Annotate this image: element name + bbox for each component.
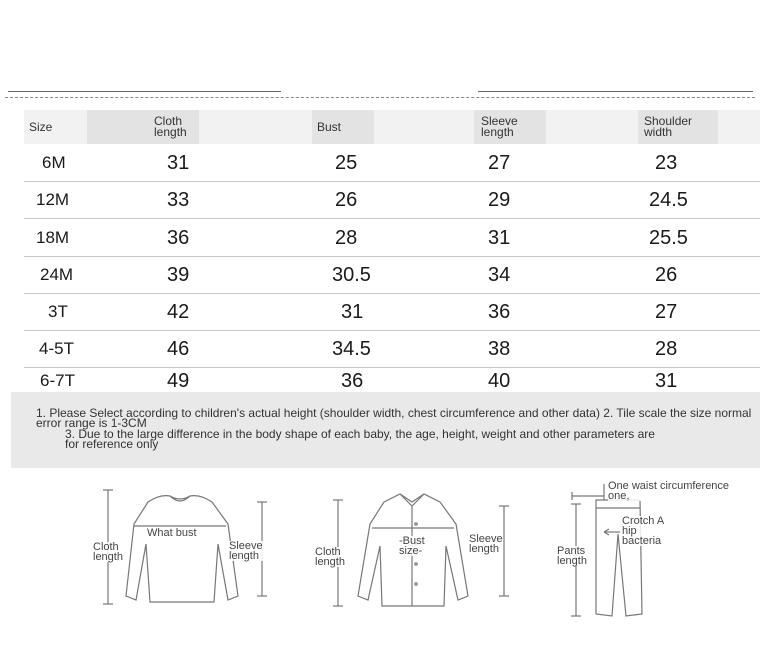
table-row	[24, 368, 760, 392]
header-size: Size	[29, 119, 53, 134]
pants-waist-label: One waist circumference one,	[608, 480, 730, 502]
cell-size: 4-5T	[39, 339, 74, 358]
cell-size: 6M	[42, 153, 66, 172]
cell-sleeve-length: 31	[488, 226, 511, 249]
cell-cloth-length: 36	[167, 226, 190, 249]
sweater-cloth-length-label: Cloth length	[93, 541, 123, 563]
table-row	[24, 182, 760, 219]
shirt-bust-label: -Bust size-	[399, 535, 425, 557]
sweater-sleeve-length-label: Sleeve length	[229, 540, 263, 562]
shirt-cloth-length-label: Cloth length	[315, 546, 345, 568]
cell-bust: 26	[335, 188, 358, 211]
cell-cloth-length: 31	[167, 151, 190, 174]
cell-bust: 30.5	[332, 263, 371, 286]
header-shoulder-width: Shoulder width	[644, 114, 693, 139]
cell-cloth-length: 39	[167, 263, 190, 286]
cell-sleeve-length: 27	[488, 151, 511, 174]
sweater-outline	[126, 496, 238, 602]
table-row	[24, 257, 760, 294]
cell-cloth-length: 46	[167, 337, 190, 360]
sweater-bust-label: What bust	[147, 527, 197, 539]
cell-shoulder-width: 24.5	[649, 188, 688, 211]
size-notes	[11, 392, 760, 468]
note-line-2: error range is 1-3CM	[36, 416, 147, 430]
note-line-3: 3. Due to the large difference in the body shape of each baby, the age, height, weight and other parameters are	[65, 427, 655, 441]
cell-size: 6-7T	[40, 371, 75, 390]
header-cloth-length: Cloth length	[154, 114, 187, 139]
cell-shoulder-width: 31	[655, 369, 678, 392]
top-rule-left	[8, 91, 281, 92]
header-bust: Bust	[317, 119, 342, 134]
cell-size: 12M	[36, 190, 70, 209]
pants-length-label: Pants length	[557, 545, 587, 567]
cell-size: 3T	[48, 302, 68, 321]
top-rule-right	[478, 91, 753, 92]
cell-shoulder-width: 25.5	[649, 226, 688, 249]
cell-bust: 28	[335, 226, 358, 249]
shirt-sleeve-length-label: Sleeve length	[469, 533, 503, 555]
cell-bust: 31	[341, 300, 364, 323]
table-row	[24, 294, 760, 331]
cell-sleeve-length: 34	[488, 263, 511, 286]
top-rule-dashed	[5, 97, 755, 98]
cell-cloth-length: 49	[167, 369, 190, 392]
cell-shoulder-width: 27	[655, 300, 678, 323]
note-line-4: for reference only	[65, 437, 159, 451]
cell-sleeve-length: 38	[488, 337, 511, 360]
cell-bust: 34.5	[332, 337, 371, 360]
size-table-header	[24, 110, 760, 144]
cell-sleeve-length: 40	[488, 369, 511, 392]
cell-size: 18M	[36, 228, 70, 247]
cell-bust: 36	[341, 369, 364, 392]
note-line-1: 1. Please Select according to children's actual height (shoulder width, chest circumference and other data) 2. Tile scale the size normal	[36, 406, 752, 420]
cell-sleeve-length: 29	[488, 188, 511, 211]
cell-shoulder-width: 26	[655, 263, 678, 286]
cell-shoulder-width: 23	[655, 151, 678, 174]
table-row	[24, 145, 760, 182]
cell-size: 24M	[40, 265, 74, 284]
cell-shoulder-width: 28	[655, 337, 678, 360]
header-sleeve-length: Sleeve length	[481, 114, 518, 139]
cell-cloth-length: 33	[167, 188, 190, 211]
cell-cloth-length: 42	[167, 300, 190, 323]
table-row	[24, 331, 760, 368]
cell-bust: 25	[335, 151, 358, 174]
cell-sleeve-length: 36	[488, 300, 511, 323]
table-row	[24, 220, 760, 257]
pants-crotch-label: Crotch A hip bacteria	[622, 515, 665, 547]
